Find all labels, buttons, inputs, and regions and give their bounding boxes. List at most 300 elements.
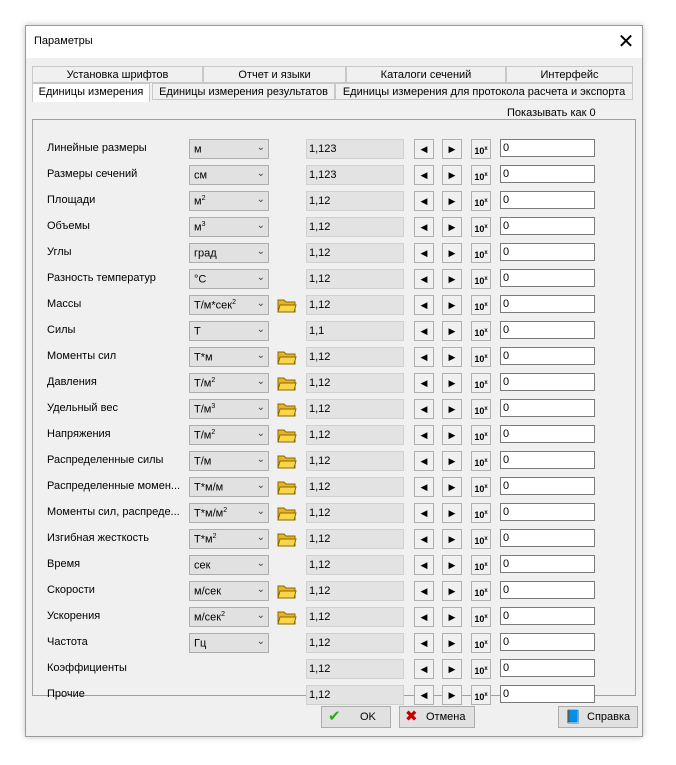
unit-value: Т*м [194, 533, 213, 546]
show-as-zero-input[interactable] [500, 477, 595, 495]
precision-field [306, 633, 404, 653]
unit-row-label: Распределенные момен... [47, 480, 181, 492]
help-button[interactable] [558, 706, 638, 728]
unit-row [33, 243, 637, 263]
zero-threshold-value: 0 [503, 220, 510, 232]
zero-threshold-value: 0 [503, 636, 510, 648]
precision-value: 1,12 [309, 689, 331, 701]
tab-report-export-units[interactable]: Единицы измерения для протокола расчета и экспорта [335, 83, 633, 100]
unit-row-label: Углы [47, 246, 72, 258]
chevron-down-icon: ⌄ [256, 168, 265, 179]
close-icon[interactable]: ✕ [617, 31, 635, 53]
increase-precision-button[interactable] [442, 685, 462, 705]
zero-threshold-value: 0 [503, 324, 510, 336]
decrease-precision-button[interactable] [414, 373, 434, 393]
unit-select[interactable] [189, 503, 269, 523]
decrease-precision-button[interactable] [414, 269, 434, 289]
unit-exponent: 2 [211, 377, 216, 384]
chevron-down-icon: ⌄ [256, 506, 265, 517]
folder-icon[interactable] [277, 426, 297, 444]
units-panel [32, 107, 636, 702]
arrow-left-icon: ◀ [420, 248, 428, 258]
zero-threshold-value: 0 [503, 376, 510, 388]
chevron-down-icon: ⌄ [256, 584, 265, 595]
exponent-icon: 10$^x$ [474, 432, 488, 442]
decrease-precision-button[interactable] [414, 503, 434, 523]
decrease-precision-button[interactable] [414, 659, 434, 679]
precision-field [306, 269, 404, 289]
folder-icon[interactable] [277, 296, 297, 314]
precision-field [306, 477, 404, 497]
zero-threshold-value: 0 [503, 558, 510, 570]
increase-precision-button[interactable] [442, 347, 462, 367]
precision-field [306, 295, 404, 315]
precision-value: 1,12 [309, 533, 331, 545]
precision-value: 1,123 [309, 143, 337, 155]
unit-row [33, 373, 637, 393]
unit-value: Т*м [194, 351, 213, 364]
precision-field [306, 555, 404, 575]
unit-select[interactable] [189, 607, 269, 627]
unit-value: Т/м [194, 377, 212, 390]
decrease-precision-button[interactable] [414, 425, 434, 445]
arrow-left-icon: ◀ [420, 274, 428, 284]
exponent-format-button[interactable] [471, 659, 491, 679]
unit-row-label: Ускорения [47, 610, 101, 622]
exponent-format-button[interactable] [471, 607, 491, 627]
unit-select[interactable] [189, 269, 269, 289]
decrease-precision-button[interactable] [414, 633, 434, 653]
decrease-precision-button[interactable] [414, 477, 434, 497]
unit-select[interactable] [189, 555, 269, 575]
show-as-zero-input[interactable] [500, 347, 595, 365]
arrow-left-icon: ◀ [420, 404, 428, 414]
folder-icon[interactable] [277, 374, 297, 392]
exponent-icon: 10$^x$ [474, 328, 488, 338]
zero-threshold-value: 0 [503, 480, 510, 492]
arrow-left-icon: ◀ [420, 664, 428, 674]
show-as-zero-input[interactable] [500, 451, 595, 469]
show-as-zero-input[interactable] [500, 529, 595, 547]
unit-exponent: 3 [201, 221, 206, 228]
precision-value: 1,12 [309, 377, 331, 389]
unit-row-label: Давления [47, 376, 97, 388]
unit-row [33, 269, 637, 289]
arrow-right-icon: ▶ [448, 690, 456, 700]
show-as-zero-input[interactable] [500, 139, 595, 157]
unit-select[interactable] [189, 477, 269, 497]
arrow-right-icon: ▶ [448, 196, 456, 206]
unit-value: °С [194, 273, 207, 286]
book-icon: 📘 [565, 709, 582, 724]
show-as-zero-input[interactable] [500, 269, 595, 287]
exponent-format-button[interactable] [471, 321, 491, 341]
arrow-left-icon: ◀ [420, 482, 428, 492]
show-as-zero-input[interactable] [500, 503, 595, 521]
decrease-precision-button[interactable] [414, 451, 434, 471]
decrease-precision-button[interactable] [414, 191, 434, 211]
chevron-down-icon: ⌄ [256, 558, 265, 569]
unit-row [33, 529, 637, 549]
unit-value: м [194, 221, 202, 234]
decrease-precision-button[interactable] [414, 347, 434, 367]
exponent-format-button[interactable] [471, 503, 491, 523]
precision-value: 1,12 [309, 637, 331, 649]
unit-row [33, 451, 637, 471]
exponent-icon: 10$^x$ [474, 458, 488, 468]
exponent-format-button[interactable] [471, 633, 491, 653]
show-as-zero-input[interactable] [500, 217, 595, 235]
unit-row-label: Площади [47, 194, 96, 206]
increase-precision-button[interactable] [442, 607, 462, 627]
unit-row-label: Время [47, 558, 81, 570]
increase-precision-button[interactable] [442, 451, 462, 471]
zero-threshold-value: 0 [503, 298, 510, 310]
unit-select[interactable] [189, 139, 269, 159]
tab-report-languages[interactable]: Отчет и языки [203, 66, 346, 83]
exponent-format-button[interactable] [471, 399, 491, 419]
ok-button[interactable] [321, 706, 391, 728]
zero-threshold-value: 0 [503, 428, 510, 440]
folder-icon[interactable] [277, 530, 297, 548]
precision-field [306, 607, 404, 627]
exponent-icon: 10$^x$ [474, 614, 488, 624]
exponent-format-button[interactable] [471, 191, 491, 211]
unit-value: м/сек [194, 611, 222, 624]
unit-select[interactable] [189, 347, 269, 367]
zero-threshold-value: 0 [503, 350, 510, 362]
unit-value: Т/м [194, 403, 212, 416]
precision-value: 1,12 [309, 299, 331, 311]
decrease-precision-button[interactable] [414, 243, 434, 263]
increase-precision-button[interactable] [442, 503, 462, 523]
unit-value: Гц [194, 637, 207, 650]
chevron-down-icon: ⌄ [256, 454, 265, 465]
unit-row [33, 555, 637, 575]
show-as-zero-input[interactable] [500, 243, 595, 261]
tab-font-settings[interactable]: Установка шрифтов [32, 66, 203, 83]
precision-field [306, 139, 404, 159]
cancel-button[interactable] [399, 706, 475, 728]
exponent-icon: 10$^x$ [474, 302, 488, 312]
tab-units[interactable]: Единицы измерения [32, 83, 150, 102]
show-as-zero-input[interactable] [500, 607, 595, 625]
arrow-left-icon: ◀ [420, 378, 428, 388]
chevron-down-icon: ⌄ [256, 636, 265, 647]
increase-precision-button[interactable] [442, 633, 462, 653]
zero-threshold-value: 0 [503, 610, 510, 622]
decrease-precision-button[interactable] [414, 217, 434, 237]
show-as-zero-input[interactable] [500, 633, 595, 651]
decrease-precision-button[interactable] [414, 139, 434, 159]
unit-select[interactable] [189, 451, 269, 471]
chevron-down-icon: ⌄ [256, 324, 265, 335]
unit-exponent: 2 [221, 611, 225, 618]
arrow-left-icon: ◀ [420, 170, 428, 180]
unit-select[interactable] [189, 373, 269, 393]
precision-field [306, 217, 404, 237]
arrow-right-icon: ▶ [448, 456, 456, 466]
arrow-right-icon: ▶ [448, 664, 456, 674]
show-as-zero-input[interactable] [500, 659, 595, 677]
unit-value: град [194, 247, 217, 260]
show-as-zero-input[interactable] [500, 191, 595, 209]
tab-strip [32, 66, 636, 102]
arrow-left-icon: ◀ [420, 300, 428, 310]
arrow-left-icon: ◀ [420, 638, 428, 648]
unit-value: м [194, 195, 202, 208]
arrow-left-icon: ◀ [420, 144, 428, 154]
precision-value: 1,12 [309, 273, 331, 285]
exponent-format-button[interactable] [471, 581, 491, 601]
unit-select[interactable] [189, 529, 269, 549]
exponent-format-button[interactable] [471, 243, 491, 263]
precision-field [306, 503, 404, 523]
zero-threshold-value: 0 [503, 506, 510, 518]
increase-precision-button[interactable] [442, 581, 462, 601]
unit-select[interactable] [189, 321, 269, 341]
increase-precision-button[interactable] [442, 139, 462, 159]
arrow-right-icon: ▶ [448, 144, 456, 154]
arrow-left-icon: ◀ [420, 690, 428, 700]
show-as-zero-input[interactable] [500, 321, 595, 339]
unit-row [33, 477, 637, 497]
unit-row [33, 217, 637, 237]
precision-field [306, 321, 404, 341]
arrow-left-icon: ◀ [420, 560, 428, 570]
exponent-format-button[interactable] [471, 685, 491, 705]
unit-row [33, 581, 637, 601]
zero-threshold-value: 0 [503, 662, 510, 674]
precision-value: 1,12 [309, 429, 331, 441]
precision-value: 1,12 [309, 351, 331, 363]
increase-precision-button[interactable] [442, 425, 462, 445]
unit-exponent: 2 [212, 533, 217, 540]
help-label: Справка [587, 711, 631, 723]
unit-row [33, 191, 637, 211]
decrease-precision-button[interactable] [414, 607, 434, 627]
exponent-format-button[interactable] [471, 217, 491, 237]
exponent-icon: 10$^x$ [474, 692, 488, 702]
chevron-down-icon: ⌄ [256, 532, 265, 543]
precision-field [306, 425, 404, 445]
zero-threshold-value: 0 [503, 688, 510, 700]
unit-value: Т [194, 325, 201, 338]
unit-value: сек [194, 559, 211, 572]
unit-select[interactable] [189, 633, 269, 653]
increase-precision-button[interactable] [442, 659, 462, 679]
increase-precision-button[interactable] [442, 243, 462, 263]
exponent-format-button[interactable] [471, 477, 491, 497]
exponent-icon: 10$^x$ [474, 172, 488, 182]
unit-value: м [194, 143, 202, 156]
precision-field [306, 659, 404, 679]
unit-value: Т*м/м [194, 507, 224, 520]
exponent-icon: 10$^x$ [474, 588, 488, 598]
increase-precision-button[interactable] [442, 555, 462, 575]
exponent-icon: 10$^x$ [474, 666, 488, 676]
parameters-dialog [25, 25, 643, 737]
unit-row-label: Разность температур [47, 272, 156, 284]
arrow-right-icon: ▶ [448, 300, 456, 310]
folder-icon[interactable] [277, 478, 297, 496]
zero-threshold-value: 0 [503, 584, 510, 596]
unit-row [33, 503, 637, 523]
show-as-zero-input[interactable] [500, 581, 595, 599]
increase-precision-button[interactable] [442, 165, 462, 185]
increase-precision-button[interactable] [442, 321, 462, 341]
show-as-zero-input[interactable] [500, 685, 595, 703]
precision-value: 1,12 [309, 455, 331, 467]
zero-threshold-value: 0 [503, 454, 510, 466]
exponent-format-button[interactable] [471, 269, 491, 289]
unit-exponent: 3 [211, 403, 216, 410]
show-as-zero-input[interactable] [500, 425, 595, 443]
folder-icon[interactable] [277, 400, 297, 418]
increase-precision-button[interactable] [442, 217, 462, 237]
exponent-format-button[interactable] [471, 295, 491, 315]
folder-icon[interactable] [277, 504, 297, 522]
precision-value: 1,12 [309, 221, 331, 233]
chevron-down-icon: ⌄ [256, 246, 265, 257]
precision-field [306, 529, 404, 549]
unit-row [33, 295, 637, 315]
arrow-right-icon: ▶ [448, 534, 456, 544]
increase-precision-button[interactable] [442, 373, 462, 393]
increase-precision-button[interactable] [442, 399, 462, 419]
cross-icon: ✖ [405, 708, 418, 725]
exponent-icon: 10$^x$ [474, 250, 488, 260]
unit-row [33, 659, 637, 679]
chevron-down-icon: ⌄ [256, 220, 265, 231]
unit-row-label: Напряжения [47, 428, 111, 440]
folder-icon[interactable] [277, 348, 297, 366]
arrow-right-icon: ▶ [448, 378, 456, 388]
increase-precision-button[interactable] [442, 191, 462, 211]
unit-row [33, 321, 637, 341]
exponent-icon: 10$^x$ [474, 224, 488, 234]
decrease-precision-button[interactable] [414, 529, 434, 549]
unit-exponent: 2 [201, 195, 206, 202]
exponent-format-button[interactable] [471, 529, 491, 549]
arrow-right-icon: ▶ [448, 248, 456, 258]
window-title: Параметры [34, 35, 93, 47]
increase-precision-button[interactable] [442, 477, 462, 497]
unit-exponent: 2 [211, 429, 216, 436]
arrow-left-icon: ◀ [420, 534, 428, 544]
exponent-icon: 10$^x$ [474, 380, 488, 390]
unit-select[interactable] [189, 581, 269, 601]
zero-threshold-value: 0 [503, 194, 510, 206]
show-as-zero-input[interactable] [500, 295, 595, 313]
folder-icon[interactable] [277, 452, 297, 470]
increase-precision-button[interactable] [442, 295, 462, 315]
exponent-format-button[interactable] [471, 425, 491, 445]
unit-row-label: Силы [47, 324, 76, 336]
decrease-precision-button[interactable] [414, 581, 434, 601]
folder-icon[interactable] [277, 608, 297, 626]
arrow-left-icon: ◀ [420, 430, 428, 440]
precision-field [306, 685, 404, 705]
unit-value: Т/м [194, 455, 212, 468]
unit-select[interactable] [189, 191, 269, 211]
exponent-format-button[interactable] [471, 451, 491, 471]
unit-row [33, 425, 637, 445]
unit-row-label: Распределенные силы [47, 454, 164, 466]
unit-row-label: Размеры сечений [47, 168, 138, 180]
chevron-down-icon: ⌄ [256, 480, 265, 491]
unit-select[interactable] [189, 165, 269, 185]
unit-row [33, 165, 637, 185]
chevron-down-icon: ⌄ [256, 194, 265, 205]
unit-row-label: Моменты сил [47, 350, 117, 362]
decrease-precision-button[interactable] [414, 555, 434, 575]
unit-select[interactable] [189, 295, 269, 315]
show-as-zero-input[interactable] [500, 373, 595, 391]
precision-field [306, 373, 404, 393]
show-as-zero-input[interactable] [500, 165, 595, 183]
arrow-left-icon: ◀ [420, 352, 428, 362]
unit-row-label: Изгибная жесткость [47, 532, 149, 544]
exponent-icon: 10$^x$ [474, 562, 488, 572]
show-as-zero-input[interactable] [500, 555, 595, 573]
precision-value: 1,12 [309, 195, 331, 207]
arrow-left-icon: ◀ [420, 612, 428, 622]
decrease-precision-button[interactable] [414, 399, 434, 419]
exponent-format-button[interactable] [471, 165, 491, 185]
unit-row-label: Коэффициенты [47, 662, 127, 674]
arrow-right-icon: ▶ [448, 404, 456, 414]
unit-value: Т*м/м [194, 481, 224, 494]
arrow-right-icon: ▶ [448, 508, 456, 518]
decrease-precision-button[interactable] [414, 685, 434, 705]
show-as-zero-header: Показывать как 0 [507, 107, 596, 119]
decrease-precision-button[interactable] [414, 295, 434, 315]
exponent-format-button[interactable] [471, 373, 491, 393]
exponent-format-button[interactable] [471, 347, 491, 367]
increase-precision-button[interactable] [442, 529, 462, 549]
precision-value: 1,12 [309, 585, 331, 597]
decrease-precision-button[interactable] [414, 165, 434, 185]
unit-exponent: 2 [232, 299, 236, 306]
precision-field [306, 191, 404, 211]
decrease-precision-button[interactable] [414, 321, 434, 341]
unit-select[interactable] [189, 217, 269, 237]
tab-section-catalogs[interactable]: Каталоги сечений [346, 66, 506, 83]
precision-value: 1,12 [309, 481, 331, 493]
unit-row [33, 685, 637, 705]
unit-select[interactable] [189, 243, 269, 263]
exponent-format-button[interactable] [471, 555, 491, 575]
increase-precision-button[interactable] [442, 269, 462, 289]
unit-select[interactable] [189, 399, 269, 419]
exponent-format-button[interactable] [471, 139, 491, 159]
arrow-right-icon: ▶ [448, 482, 456, 492]
folder-icon[interactable] [277, 582, 297, 600]
precision-value: 1,123 [309, 169, 337, 181]
chevron-down-icon: ⌄ [256, 610, 265, 621]
tab-interface[interactable]: Интерфейс [506, 66, 633, 83]
exponent-icon: 10$^x$ [474, 640, 488, 650]
show-as-zero-input[interactable] [500, 399, 595, 417]
exponent-icon: 10$^x$ [474, 146, 488, 156]
tab-result-units[interactable]: Единицы измерения результатов [152, 83, 335, 100]
zero-threshold-value: 0 [503, 168, 510, 180]
unit-select[interactable] [189, 425, 269, 445]
chevron-down-icon: ⌄ [256, 298, 265, 309]
unit-row-label: Прочие [47, 688, 85, 700]
precision-field [306, 399, 404, 419]
